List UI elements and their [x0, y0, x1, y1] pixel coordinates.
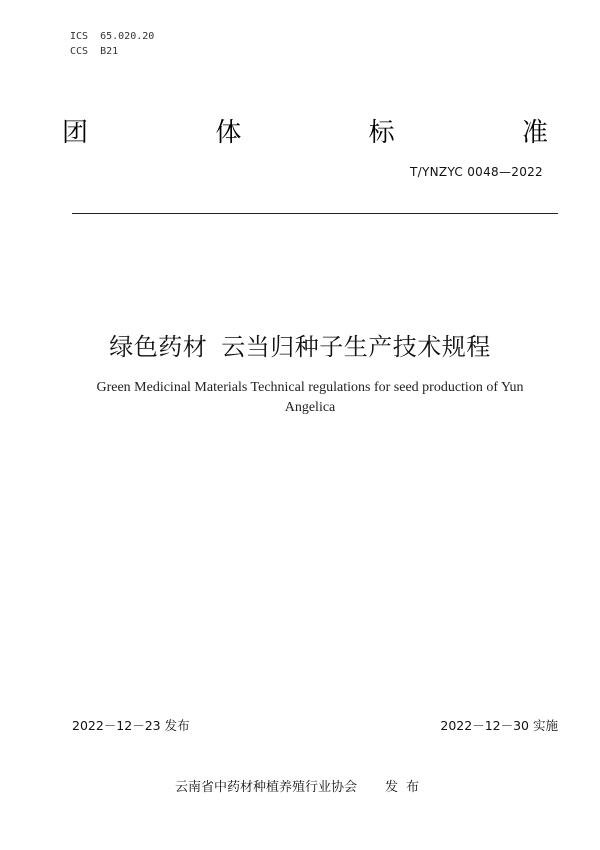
publisher-action: 发布 [385, 780, 428, 795]
publisher-line [175, 776, 427, 795]
standard-type-heading [62, 112, 548, 149]
ccs-code: CCS B21 [70, 46, 119, 57]
standard-type-char: 标 [368, 118, 395, 148]
standard-number: T/YNZYC 0048—2022 [410, 165, 543, 179]
standard-type-char: 团 [62, 118, 89, 148]
english-title-text: Green Medicinal Materials Technical regulations for seed production of Yun Angelica [96, 380, 524, 415]
english-title [80, 378, 540, 418]
ics-code: ICS 65.020.20 [70, 31, 155, 42]
standard-type-char: 体 [215, 118, 242, 148]
header-divider [72, 213, 558, 214]
chinese-title [0, 327, 600, 362]
classification-codes [70, 29, 154, 59]
chinese-title-part1: 绿色药材 [109, 333, 208, 361]
standard-type-char: 准 [521, 118, 548, 148]
implementation-date: 2022－12－30 实施 [440, 718, 558, 733]
publisher-name: 云南省中药材种植养殖行业协会 [175, 780, 358, 795]
chinese-title-part2: 云当归种子生产技术规程 [221, 333, 491, 361]
issue-date: 2022－12－23 发布 [72, 718, 190, 733]
